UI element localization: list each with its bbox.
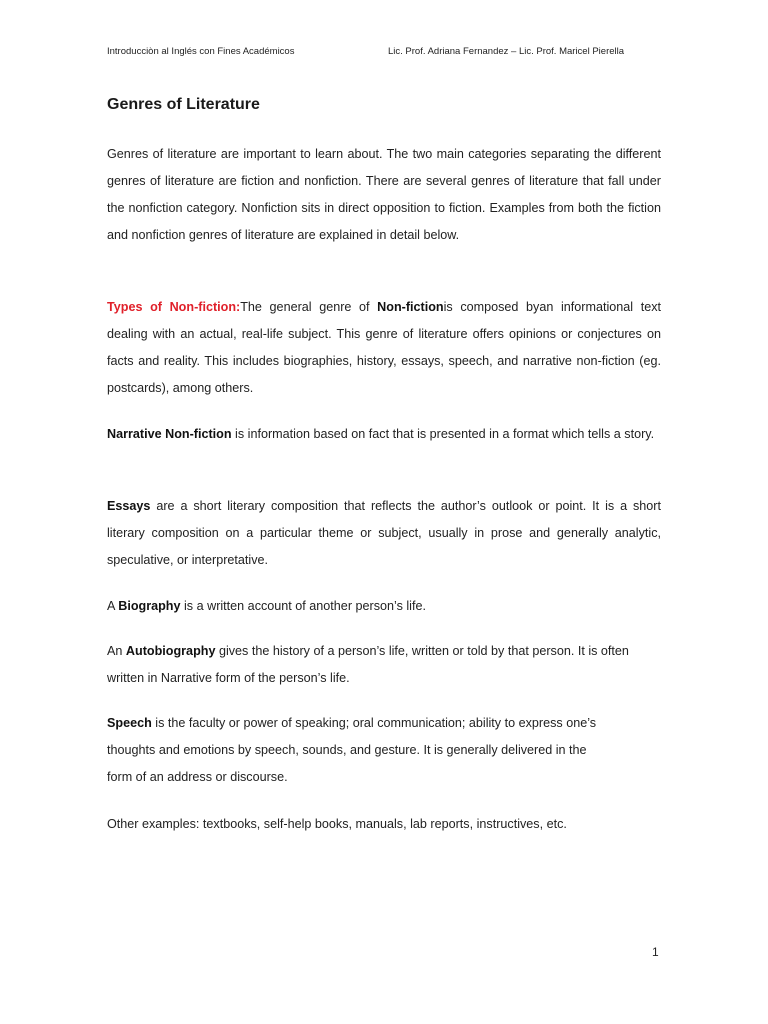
narrative-text: is information based on fact that is presented in a format which tells a story. <box>231 427 655 441</box>
narrative-paragraph <box>107 421 661 448</box>
types-text: is composed byan informational text dealing with an actual, real-life subject. This genre of literature offers opinions or conjectures on facts and reality. This includes biographies, history, essays, speech, and narrative non-fiction (eg. postcards), among others. <box>107 300 662 395</box>
biography-term: Biography <box>118 599 181 613</box>
other-examples-paragraph: Other examples: textbooks, self-help books, manuals, lab reports, instructives, etc. <box>107 817 567 831</box>
header-authors: Lic. Prof. Adriana Fernandez – Lic. Prof. Maricel Pierella <box>388 46 625 57</box>
speech-line-3: form of an address or discourse. <box>107 770 288 784</box>
narrative-term: Narrative Non-fiction <box>107 427 232 441</box>
speech-line1-text: is the faculty or power of speaking; oral communication; ability to express one’s <box>151 716 597 730</box>
speech-line-2: thoughts and emotions by speech, sounds, and gesture. It is generally delivered in the <box>107 743 587 757</box>
nonfiction-term: Non-fiction <box>377 300 444 314</box>
autobiography-paragraph <box>107 638 661 692</box>
biography-paragraph <box>107 593 661 620</box>
autobiography-text: gives the history of a person’s life, written or told by that person. It is often written in Narrative form of the person’s life. <box>107 644 629 685</box>
speech-line-1 <box>107 710 661 737</box>
essays-text: are a short literary composition that reflects the author’s outlook or point. It is a short literary composition on a particular theme or subject, usually in prose and generally analytic, speculative, or interpretative. <box>107 499 661 567</box>
header-course-title: Introducciòn al Inglés con Fines Académicos <box>107 46 295 57</box>
biography-text: is a written account of another person’s life. <box>180 599 426 613</box>
essays-paragraph <box>107 493 661 574</box>
speech-term: Speech <box>107 716 152 730</box>
speech-paragraph <box>107 710 661 791</box>
autobiography-term: Autobiography <box>125 644 216 658</box>
biography-pre: A <box>107 599 119 613</box>
types-paragraph <box>107 294 661 402</box>
autobiography-pre: An <box>107 644 126 658</box>
intro-paragraph: Genres of literature are important to learn about. The two main categories separating the different genres of literature are fiction and nonfiction. There are several genres of literature that fall under the nonfiction category. Nonfiction sits in direct opposition to fiction. Examples from both the fiction and nonfiction genres of literature are explained in detail below. <box>107 147 661 242</box>
page-header <box>107 46 661 62</box>
essays-term: Essays <box>107 499 151 513</box>
page-title: Genres of Literature <box>107 96 260 113</box>
types-heading: Types of Non-fiction: <box>107 300 241 314</box>
page-number: 1 <box>652 945 659 959</box>
types-pre: The general genre of <box>240 300 378 314</box>
